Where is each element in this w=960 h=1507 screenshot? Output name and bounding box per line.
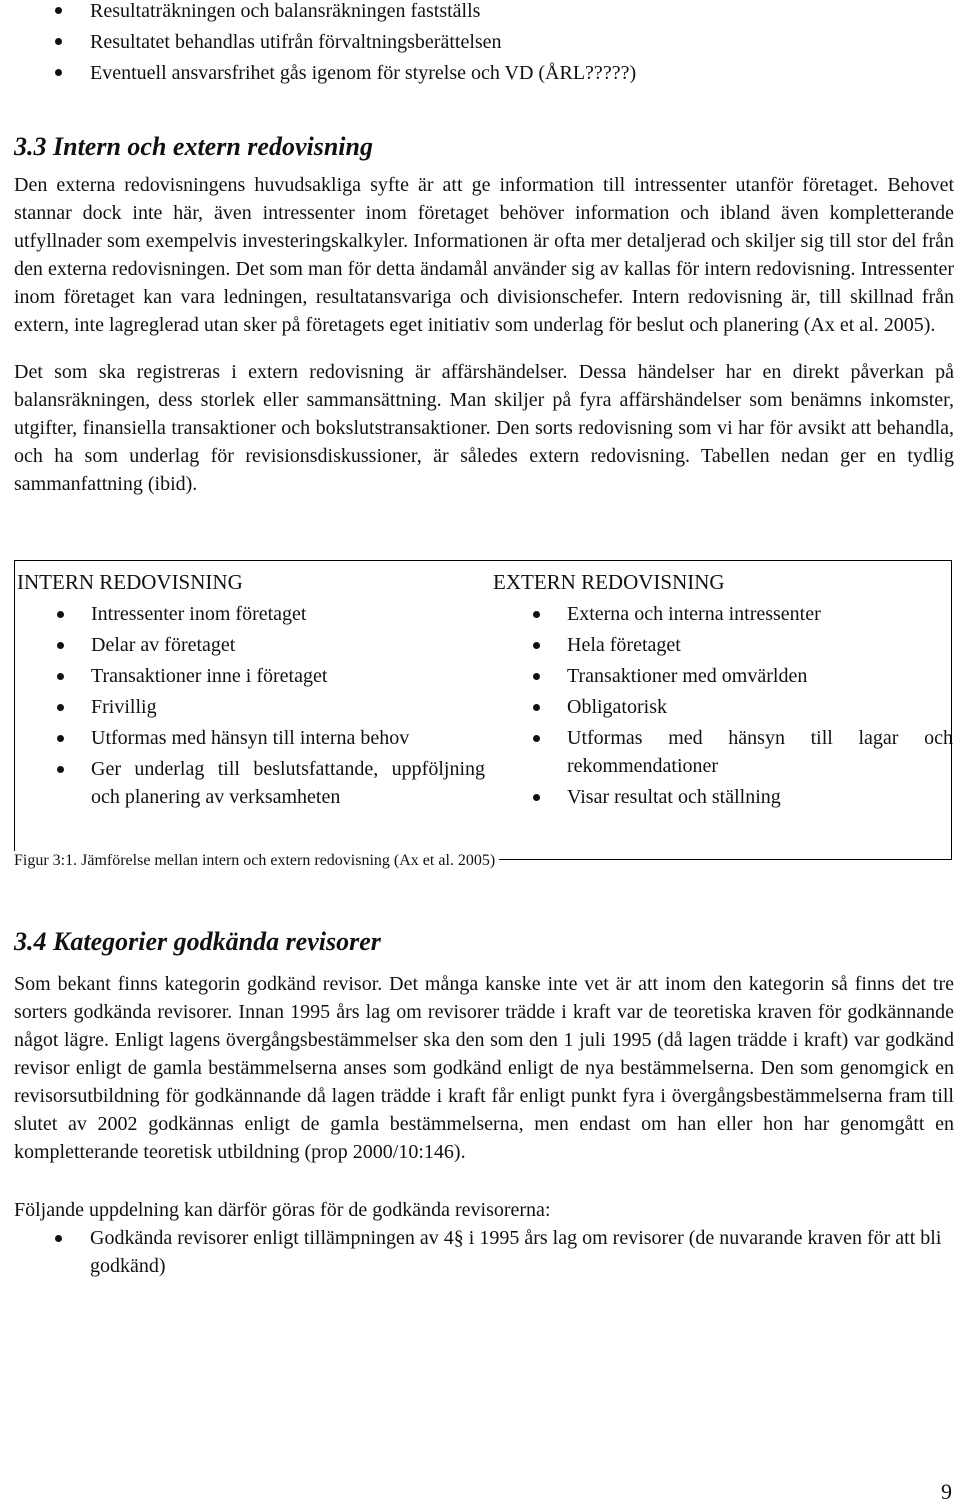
list-item: Ger underlag till beslutsfattande, uppföljning och planering av verksamheten: [15, 755, 485, 811]
list-item: Frivillig: [15, 693, 485, 721]
document-page: [14, 0, 954, 1280]
list-item: Resultaträkningen och balansräkningen fastställs: [14, 0, 954, 27]
list-item: Resultatet behandlas utifrån förvaltningsberättelsen: [14, 27, 954, 58]
list-item: Delar av företaget: [15, 631, 485, 659]
section-3-4-paragraph-2: Följande uppdelning kan därför göras för de godkända revisorerna:: [14, 1199, 551, 1221]
list-item: Transaktioner med omvärlden: [491, 662, 953, 690]
section-3-3-paragraph-2: Det som ska registreras i extern redovisning är affärshändelser. Dessa händelser har en direkt påverkan på balansräkningen, dess storlek eller sammansättning. Man skiljer på fyra affärshändelser som benämns inkomster, utgifter, finansiella transaktioner och bokslutstransaktioner. Den sorts redovisning som vi har för avsikt att behandla, och ha som underlag för revisionsdiskussioner, är således extern redovisning. Tabellen nedan ger en tydlig sammanfattning (ibid).: [14, 361, 954, 495]
section-3-4-paragraph-1: Som bekant finns kategorin godkänd revisor. Det många kanske inte vet är att inom den kategorin så finns det tre sorters godkända revisorer. Innan 1995 års lag om revisorer trädde i kraft var de teoretiska kraven för godkännande något lägre. Enligt lagens övergångsbestämmelser ska den som den 1 juli 1995 (då lagen trädde i kraft) var godkänd revisor enligt de gamla bestämmelserna anses som godkänd enligt de nya bestämmelserna. Den som genomgick en revisorsutbildning för godkännande då lagen trädde i kraft får enligt punkt fyra i övergångsbestämmelserna fram till slutet av 2002 godkännas enligt de gamla bestämmelserna, men endast om han eller hon har genomgått en kompletterande teoretisk utbildning (prop 2000/10:146).: [14, 973, 954, 1163]
figure-caption: Figur 3:1. Jämförelse mellan intern och extern redovisning (Ax et al. 2005): [14, 851, 499, 871]
list-item: Intressenter inom företaget: [15, 600, 485, 628]
intern-column: [15, 567, 485, 811]
extern-list: [491, 600, 953, 811]
list-item: Visar resultat och ställning: [491, 783, 953, 811]
list-item: Obligatorisk: [491, 693, 953, 721]
list-item: Eventuell ansvarsfrihet gås igenom för styrelse och VD (ÅRL?????): [14, 58, 954, 89]
list-item: Hela företaget: [491, 631, 953, 659]
page-number: 9: [941, 1479, 952, 1504]
list-item: Utformas med hänsyn till interna behov: [15, 724, 485, 752]
intern-title: INTERN REDOVISNING: [17, 570, 243, 594]
intern-list: [15, 600, 485, 811]
extern-title: EXTERN REDOVISNING: [493, 570, 725, 594]
section-heading-3-4: 3.4 Kategorier godkända revisorer: [14, 927, 381, 956]
extern-column: [491, 567, 953, 811]
revisor-bullet-list: [14, 1224, 954, 1280]
list-item: Externa och interna intressenter: [491, 600, 953, 628]
comparison-table: [14, 560, 953, 869]
section-heading-3-3: 3.3 Intern och extern redovisning: [14, 132, 373, 161]
top-bullet-list: [14, 0, 954, 89]
list-item: Godkända revisorer enligt tillämpningen av 4§ i 1995 års lag om revisorer (de nuvarande kraven för att bli godkänd): [14, 1224, 954, 1280]
list-item: Utformas med hänsyn till lagar och rekommendationer: [491, 724, 953, 780]
section-3-3-paragraph-1: Den externa redovisningens huvudsakliga syfte är att ge information till intressenter utanför företaget. Behovet stannar dock inte här, även intressenter inom företaget behöver information och ibland även kompletterande utfyllnader som exempelvis investeringskalkyler. Informationen är ofta mer detaljerad och skiljer sig till stor del från den externa redovisningen. Det som man för detta ändamål använder sig av kallas för intern redovisning. Intressenter inom företaget kan vara ledningen, resultatansvariga och divisionschefer. Intern redovisning är, till skillnad från extern, inte lagreglerad utan sker på företagets eget initiativ som underlag för beslut och planering (Ax et al. 2005).: [14, 174, 954, 336]
list-item: Transaktioner inne i företaget: [15, 662, 485, 690]
